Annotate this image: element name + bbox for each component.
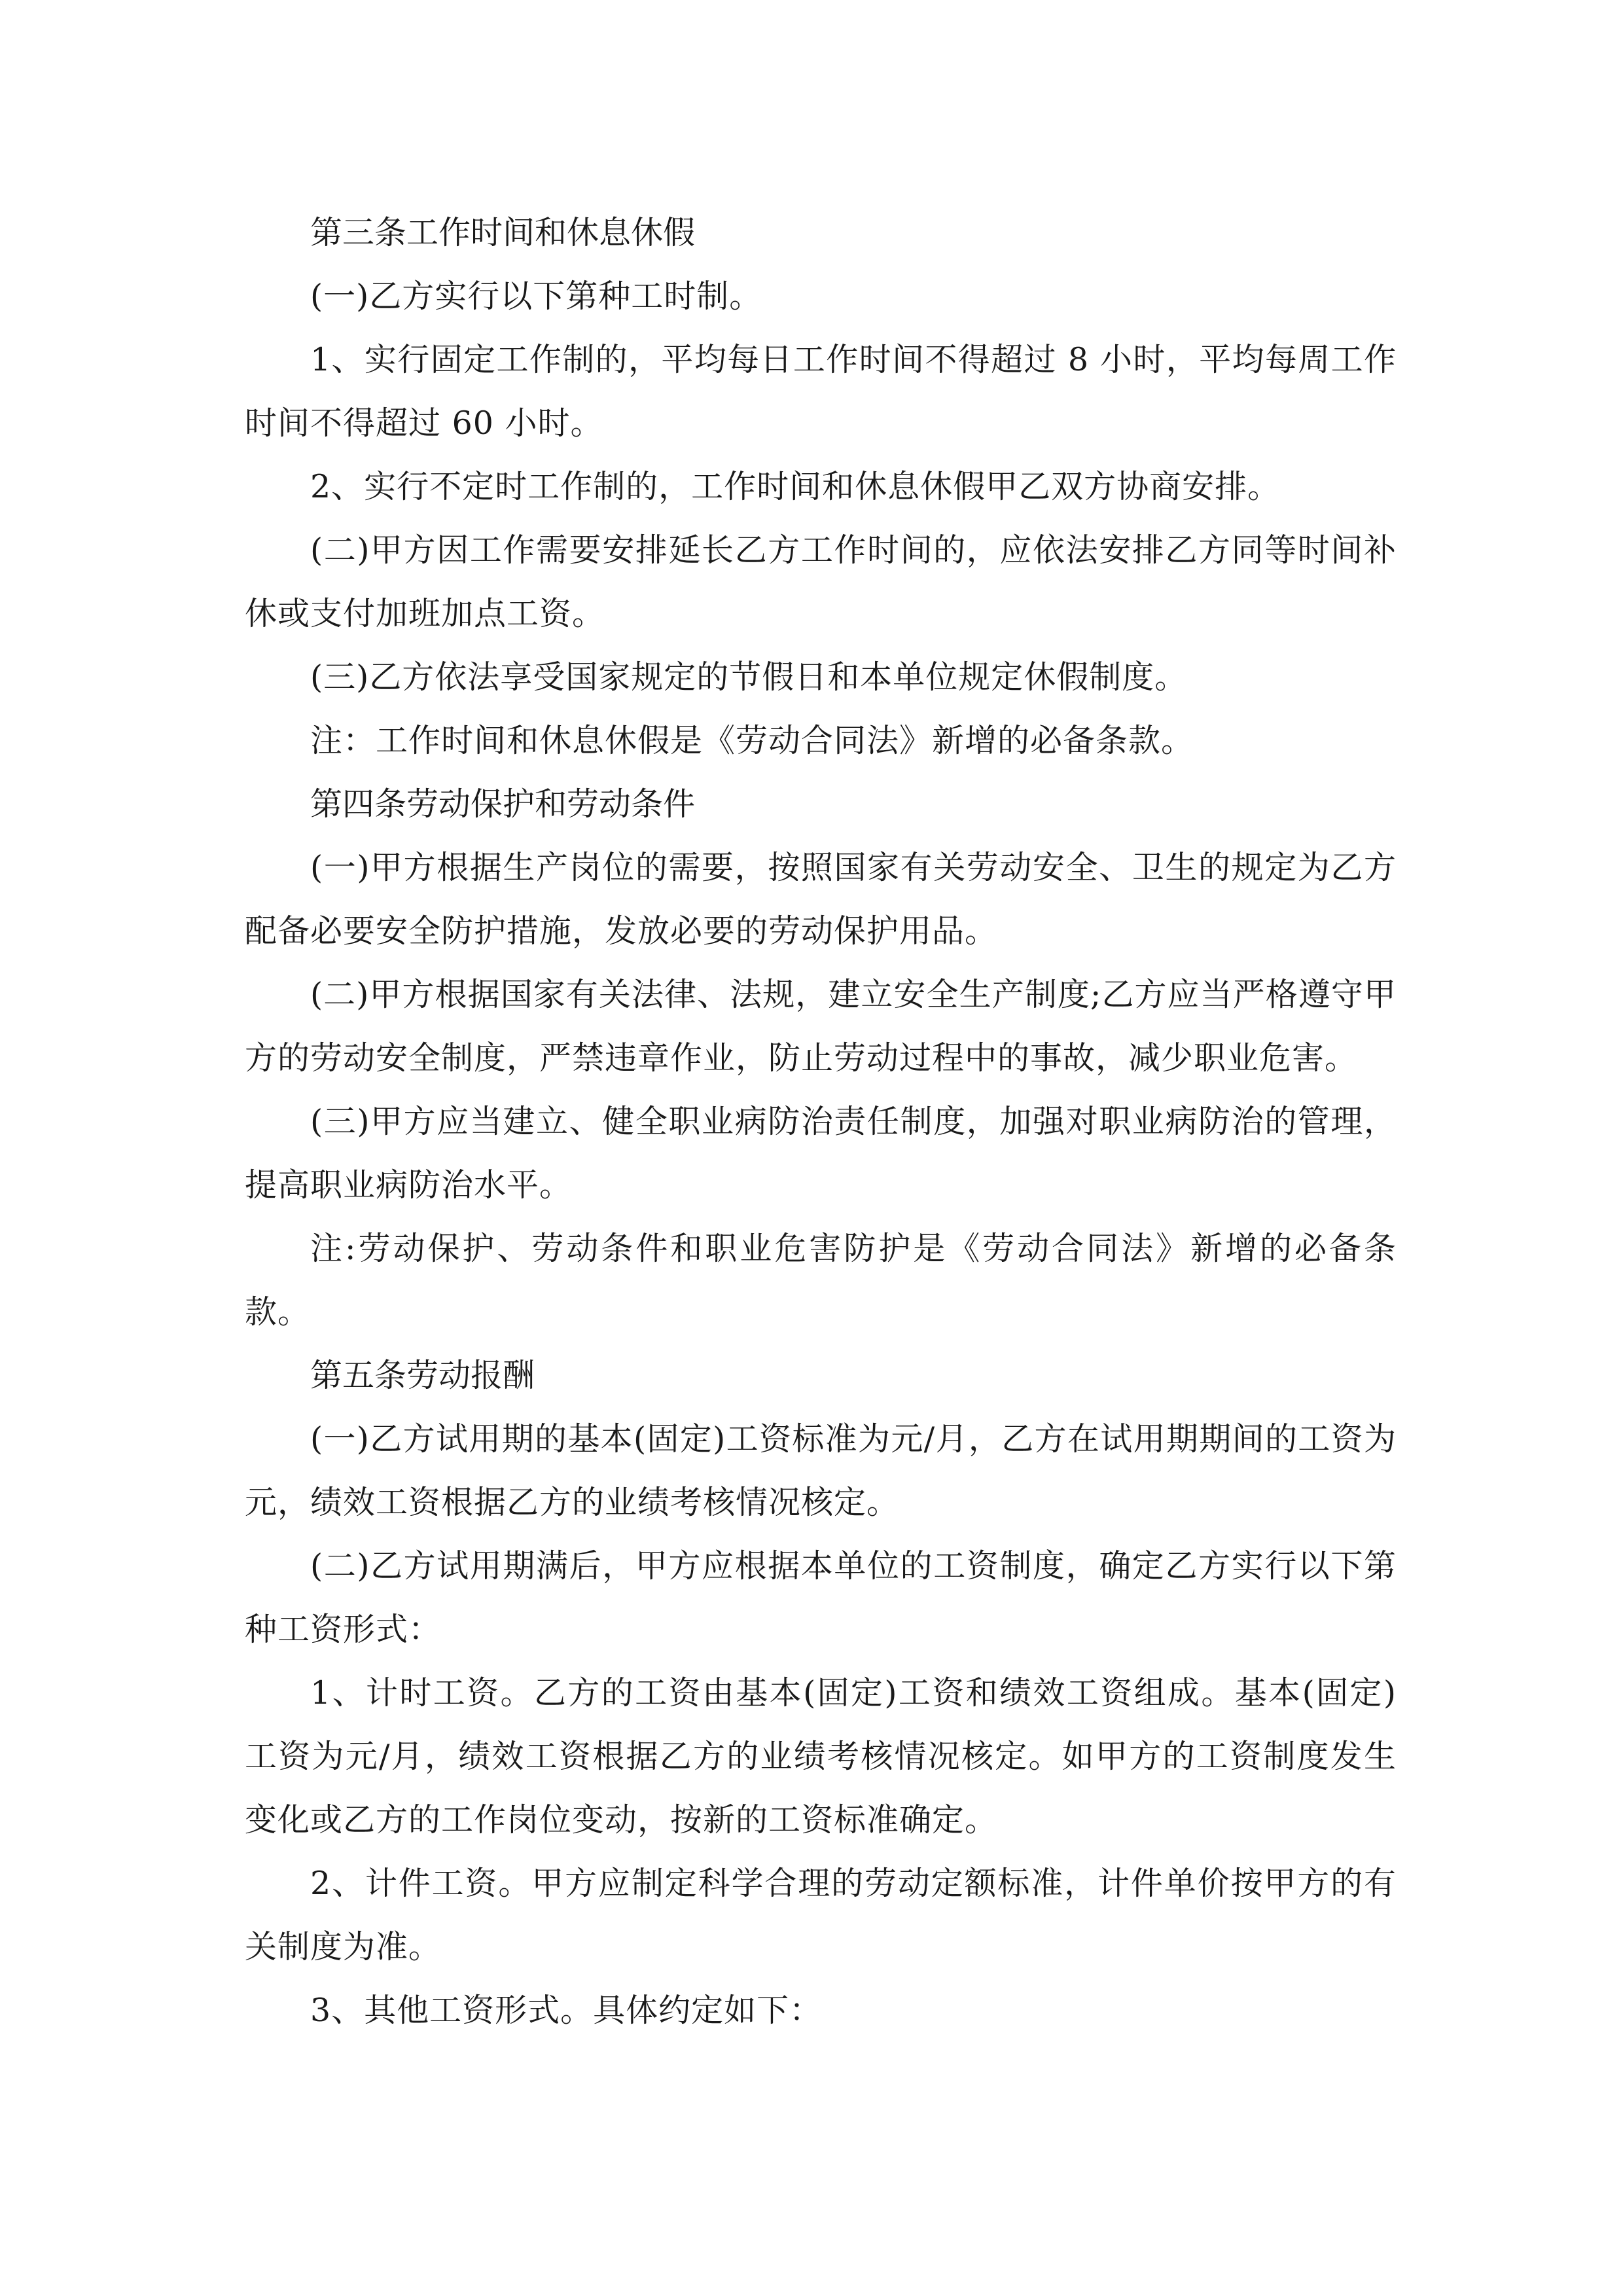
note-paragraph: 注：工作时间和休息休假是《劳动合同法》新增的必备条款。	[310, 722, 1194, 759]
paragraph: (二)乙方试用期满后，甲方应根据本单位的工资制度，确定乙方实行以下第种工资形式：	[245, 1547, 1397, 1648]
paragraph: (三)甲方应当建立、健全职业病防治责任制度，加强对职业病防治的管理，提高职业病防治水平。	[245, 1103, 1397, 1204]
paragraph: (二)甲方因工作需要安排延长乙方工作时间的，应依法安排乙方同等时间补休或支付加班加点工资。	[245, 531, 1397, 632]
paragraph: (一)甲方根据生产岗位的需要，按照国家有关劳动安全、卫生的规定为乙方配备必要安全防护措施，发放必要的劳动保护用品。	[245, 849, 1397, 950]
paragraph: (三)乙方依法享受国家规定的节假日和本单位规定休假制度。	[310, 658, 1188, 696]
section-heading-article-3: 第三条工作时间和休息休假	[310, 214, 696, 251]
document-body	[245, 201, 1397, 2042]
paragraph: (一)乙方实行以下第种工时制。	[310, 278, 762, 315]
paragraph: 1、计时工资。乙方的工资由基本(固定)工资和绩效工资组成。基本(固定)工资为元/月，绩效工资根据乙方的业绩考核情况核定。如甲方的工资制度发生变化或乙方的工作岗位变动，按新的工资标准确定。	[245, 1674, 1397, 1839]
note-paragraph: 注:劳动保护、劳动条件和职业危害防护是《劳动合同法》新增的必备条款。	[245, 1230, 1397, 1331]
paragraph: 2、实行不定时工作制的，工作时间和休息休假甲乙双方协商安排。	[310, 468, 1281, 505]
section-heading-article-4: 第四条劳动保护和劳动条件	[310, 785, 696, 823]
paragraph: 3、其他工资形式。具体约定如下：	[310, 1992, 823, 2029]
section-heading-article-5: 第五条劳动报酬	[310, 1357, 535, 1394]
paragraph: 1、实行固定工作制的，平均每日工作时间不得超过 8 小时，平均每周工作时间不得超过 60 小时。	[245, 341, 1397, 442]
paragraph: (二)甲方根据国家有关法律、法规，建立安全生产制度;乙方应当严格遵守甲方的劳动安全制度，严禁违章作业，防止劳动过程中的事故，减少职业危害。	[245, 976, 1397, 1077]
paragraph: (一)乙方试用期的基本(固定)工资标准为元/月，乙方在试用期期间的工资为元，绩效工资根据乙方的业绩考核情况核定。	[245, 1420, 1397, 1521]
paragraph: 2、计件工资。甲方应制定科学合理的劳动定额标准，计件单价按甲方的有关制度为准。	[245, 1865, 1397, 1965]
